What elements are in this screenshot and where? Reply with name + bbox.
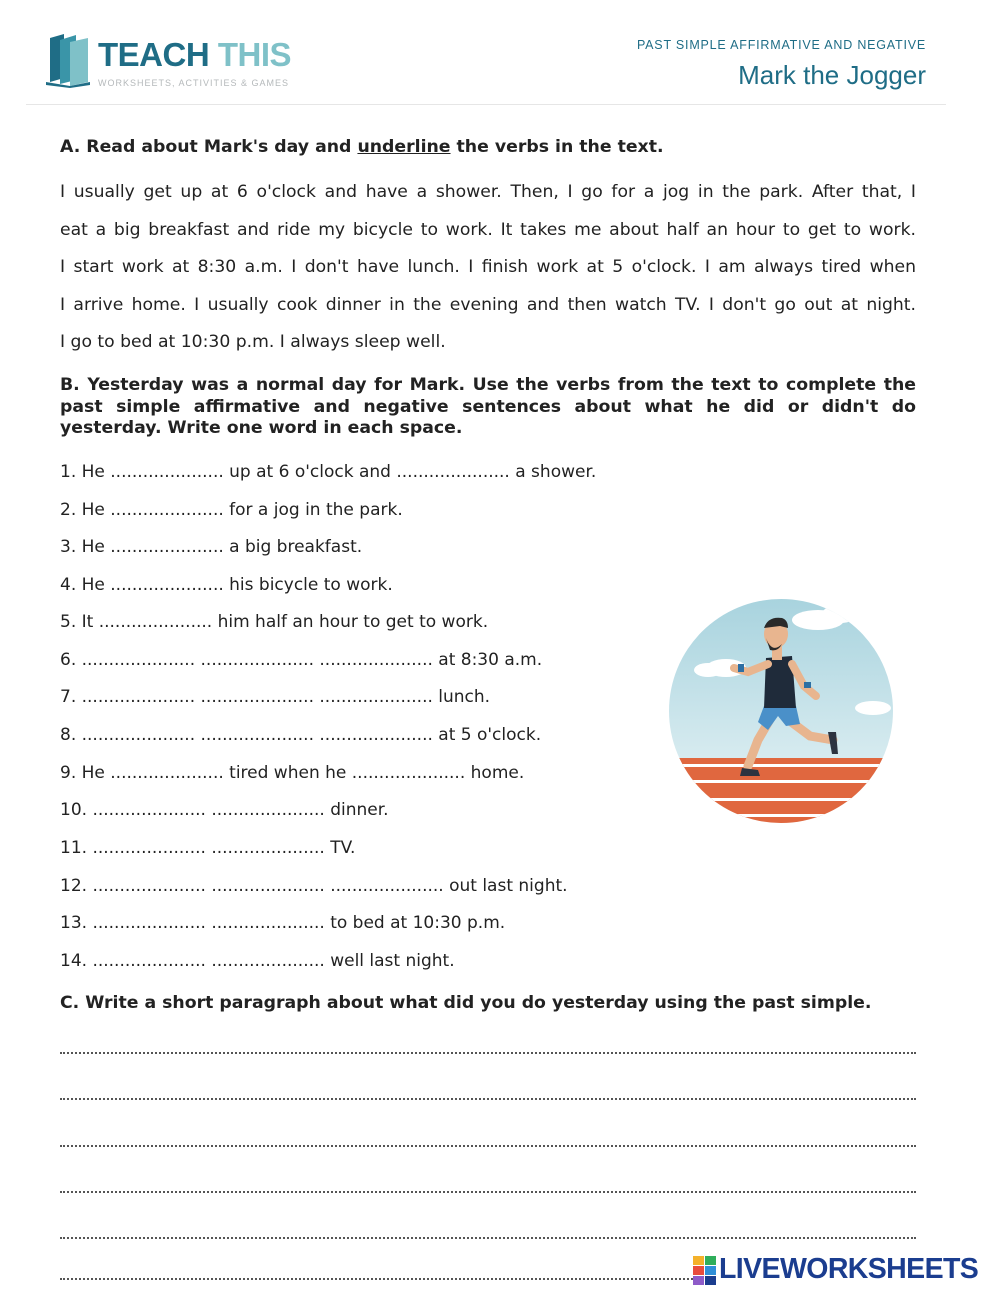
- worksheet-title: Mark the Jogger: [738, 60, 926, 90]
- header-divider: [26, 104, 946, 105]
- passage-line: I arrive home. I usually cook dinner in the evening and then watch TV. I don't go out at night.: [60, 294, 916, 315]
- logo-wordmark: [98, 36, 291, 74]
- section-c-heading: C. Write a short paragraph about what did you do yesterday using the past simple.: [60, 993, 872, 1013]
- exercise-item-10[interactable]: 10. ..................... ..................... dinner.: [60, 800, 389, 820]
- teachthis-logo: [46, 32, 292, 88]
- liveworksheets-logo-icon: [693, 1256, 717, 1286]
- reading-passage: [60, 174, 916, 362]
- jogger-illustration-icon: [668, 598, 894, 824]
- book-logo-icon: [46, 32, 96, 88]
- section-a-heading-start: A. Read about Mark's day and: [60, 137, 358, 157]
- exercise-item-7[interactable]: 7. ..................... ..................... ..................... lunch.: [60, 687, 491, 707]
- writing-line[interactable]: [60, 1237, 916, 1239]
- exercise-item-9[interactable]: 9. He ..................... tired when he ..................... home.: [60, 763, 525, 783]
- writing-line[interactable]: [60, 1191, 916, 1193]
- exercise-item-8[interactable]: 8. ..................... ..................... ..................... at 5 o'clock.: [60, 725, 542, 745]
- exercise-item-5[interactable]: 5. It ..................... him half an hour to get to work.: [60, 612, 489, 632]
- logo-word-teach: TEACH: [98, 36, 210, 73]
- exercise-item-14[interactable]: 14. ..................... ..................... well last night.: [60, 951, 455, 971]
- writing-line[interactable]: [60, 1278, 700, 1280]
- exercise-item-3[interactable]: 3. He ..................... a big breakfast.: [60, 537, 363, 557]
- exercise-item-4[interactable]: 4. He ..................... his bicycle to work.: [60, 575, 393, 595]
- section-b-heading: B. Yesterday was a normal day for Mark. Use the verbs from the text to complete the past simple affirmative and negative sentences about what he did or didn't do yesterday. Write one word in each space.: [60, 375, 916, 438]
- underline-word: underline: [357, 137, 451, 157]
- passage-line: I go to bed at 10:30 p.m. I always sleep well.: [60, 332, 446, 353]
- exercise-item-6[interactable]: 6. ..................... ..................... ..................... at 8:30 a.m.: [60, 650, 543, 670]
- section-a-heading: [60, 137, 916, 159]
- exercise-item-1[interactable]: 1. He ..................... up at 6 o'clock and ..................... a shower.: [60, 462, 597, 482]
- writing-line[interactable]: [60, 1052, 916, 1054]
- writing-line[interactable]: [60, 1145, 916, 1147]
- exercise-item-2[interactable]: 2. He ..................... for a jog in the park.: [60, 500, 403, 520]
- passage-line: eat a big breakfast and ride my bicycle to work. It takes me about half an hour to get to work.: [60, 219, 916, 240]
- liveworksheets-wordmark: LIVEWORKSHEETS: [719, 1253, 979, 1285]
- passage-line: I usually get up at 6 o'clock and have a shower. Then, I go for a jog in the park. After that, I: [60, 182, 916, 202]
- exercise-item-11[interactable]: 11. ..................... ..................... TV.: [60, 838, 356, 858]
- section-a-heading-end: the verbs in the text.: [450, 137, 664, 157]
- passage-line: I start work at 8:30 a.m. I don't have lunch. I finish work at 5 o'clock. I am always tired when: [60, 257, 916, 278]
- exercise-item-13[interactable]: 13. ..................... ..................... to bed at 10:30 p.m.: [60, 913, 506, 933]
- liveworksheets-watermark: [693, 1254, 993, 1286]
- exercise-item-12[interactable]: 12. ..................... ..................... ..................... out last night.: [60, 876, 568, 896]
- writing-line[interactable]: [60, 1098, 916, 1100]
- logo-word-this: THIS: [217, 36, 292, 73]
- logo-tagline: WORKSHEETS, ACTIVITIES & GAMES: [98, 78, 290, 88]
- worksheet-subtitle: PAST SIMPLE AFFIRMATIVE AND NEGATIVE: [636, 38, 926, 52]
